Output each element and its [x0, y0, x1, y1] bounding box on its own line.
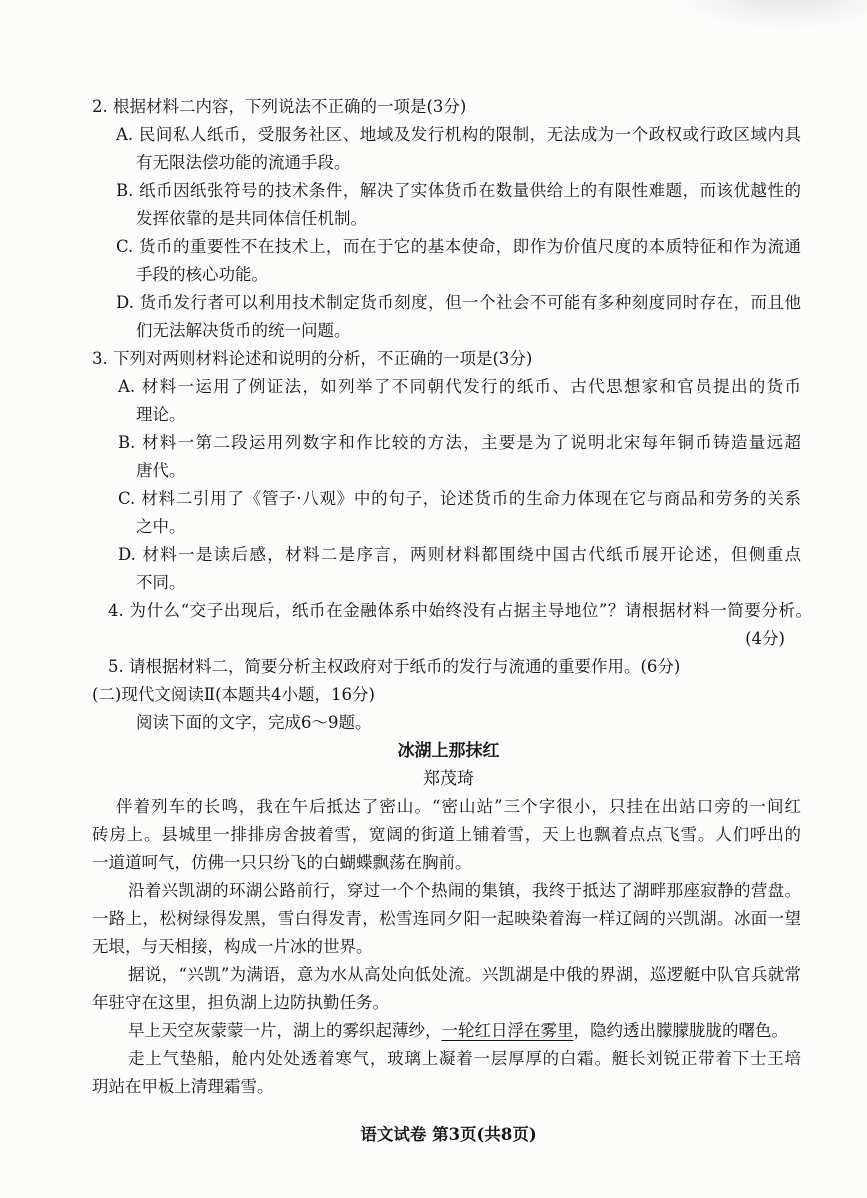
q3-option-b-line-2: 唐代。: [136, 461, 186, 480]
paragraph-1-line-3: 一道道呵气，仿佛一只只纷飞的白蝴蝶飘荡在胸前。: [92, 853, 472, 872]
q3-option-c-line-1: C. 材料二引用了《管子·八观》中的句子，论述货币的生命力体现在它与商品和劳务的关系: [118, 489, 801, 508]
q2-option-d-line-2: 们无法解决货币的统一问题。: [136, 321, 351, 340]
passage-author: 郑茂琦: [423, 769, 474, 789]
q3-option-d-line-1: D. 材料一是读后感，材料二是序言，两则材料都围绕中国古代纸币展开论述，但侧重点: [118, 545, 801, 564]
paragraph-4-text-before: 早上天空灰蒙蒙一片，湖上的雾织起薄纱，: [128, 1021, 442, 1040]
q3-option-d-line-2: 不同。: [136, 573, 186, 592]
q4-stem: 4. 为什么“交子出现后，纸币在金融体系中始终没有占据主导地位”？请根据材料一简要分析。: [108, 601, 812, 620]
paragraph-5-line-1: 走上气垫船，舱内处处透着寒气，玻璃上凝着一层厚厚的白霜。艇长刘锐正带着下士王培: [128, 1049, 801, 1068]
paragraph-1-line-1: 伴着列车的长鸣，我在午后抵达了密山。“密山站”三个字很小，只挂在出站口旁的一间红: [116, 797, 801, 816]
paragraph-2-line-3: 无垠，与天相接，构成一片冰的世界。: [92, 937, 373, 956]
paragraph-5-line-2: 玥站在甲板上清理霜雪。: [92, 1077, 274, 1096]
page-footer: 语文试卷 第3页(共8页): [360, 1125, 537, 1144]
q2-option-b-line-2: 发挥依靠的是共同体信任机制。: [136, 209, 367, 228]
paragraph-2-line-1: 沿着兴凯湖的环湖公路前行，穿过一个个热闹的集镇，我终于抵达了湖畔那座寂静的营盘。: [128, 881, 801, 900]
paragraph-1-line-2: 砖房上。县城里一排排房舍披着雪，宽阔的街道上铺着雪，天上也飘着点点飞雪。人们呼出的: [92, 825, 801, 844]
q2-option-a-line-1: A. 民间私人纸币，受服务社区、地域及发行机构的限制，无法成为一个政权或行政区域内具: [116, 125, 801, 144]
passage-title: 冰湖上那抹红: [397, 741, 500, 761]
scan-shadow: [677, 0, 867, 30]
section-heading: (二)现代文阅读Ⅱ(本题共4小题，16分): [92, 685, 375, 704]
q2-option-d-line-1: D. 货币发行者可以利用技术制定货币刻度，但一个社会不可能有多种刻度同时存在，而且他: [116, 293, 801, 312]
q4-score: (4分): [745, 629, 785, 648]
paragraph-3-line-2: 年驻守在这里，担负湖上边防执勤任务。: [92, 993, 389, 1012]
q3-option-c-line-2: 之中。: [136, 517, 186, 536]
section-instruction: 阅读下面的文字，完成6～9题。: [136, 713, 372, 732]
q2-option-a-line-2: 有无限法偿功能的流通手段。: [136, 153, 351, 172]
paragraph-4-text-after: ，隐约透出朦朦胧胧的曙色。: [573, 1021, 788, 1040]
q3-stem: 3. 下列对两则材料论述和说明的分析，不正确的一项是(3分): [92, 349, 533, 368]
q2-stem: 2. 根据材料二内容，下列说法不正确的一项是(3分): [92, 97, 467, 116]
q5-stem: 5. 请根据材料二，简要分析主权政府对于纸币的发行与流通的重要作用。(6分): [108, 657, 681, 676]
q2-option-b-line-1: B. 纸币因纸张符号的技术条件，解决了实体货币在数量供给上的有限性难题，而该优越性的: [116, 181, 801, 200]
paragraph-4-line-1: [128, 1017, 801, 1045]
q3-option-a-line-1: A. 材料一运用了例证法，如列举了不同朝代发行的纸币、古代思想家和官员提出的货币: [118, 377, 801, 396]
q3-option-b-line-1: B. 材料一第二段运用列数字和作比较的方法，主要是为了说明北宋每年铜币铸造量远超: [118, 433, 801, 452]
q3-option-a-line-2: 理论。: [136, 405, 186, 424]
paragraph-4-underlined-phrase: 一轮红日浮在雾里: [441, 1021, 574, 1040]
page-content: [0, 93, 867, 1101]
q2-option-c-line-2: 手段的核心功能。: [136, 265, 268, 284]
paragraph-2-line-2: 一路上，松树绿得发黑，雪白得发青，松雪连同夕阳一起映染着海一样辽阔的兴凯湖。冰面一望: [92, 909, 801, 928]
q2-option-c-line-1: C. 货币的重要性不在技术上，而在于它的基本使命，即作为价值尺度的本质特征和作为流通: [116, 237, 801, 256]
paragraph-3-line-1: 据说，“兴凯”为满语，意为水从高处向低处流。兴凯湖是中俄的界湖，巡逻艇中队官兵就常: [128, 965, 801, 984]
